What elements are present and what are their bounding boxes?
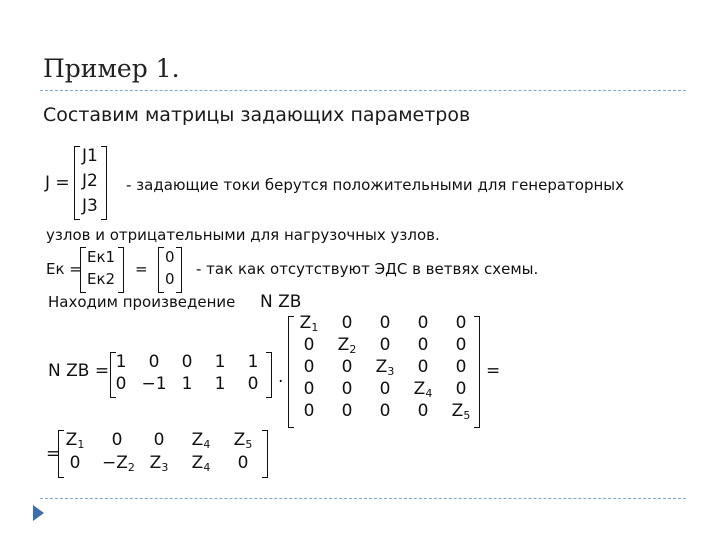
e-row-2: Eк2	[87, 270, 116, 288]
z-matrix-cell: 0	[417, 313, 429, 333]
z-matrix-cell: 0	[341, 379, 353, 399]
nz-lhs: N ZB =	[48, 361, 110, 381]
j-description-cont: узлов и отрицательными для нагрузочных узлов.	[46, 226, 440, 244]
z-matrix-cell: $Z_3$	[375, 357, 395, 378]
zero-bracket-left	[158, 247, 164, 293]
e-equals: =	[135, 260, 148, 278]
n-matrix-cell: 0	[148, 352, 160, 372]
n-matrix-cell: 1	[214, 374, 226, 394]
z-matrix-cell: $Z_5$	[451, 401, 471, 422]
e-bracket-right	[118, 247, 124, 293]
z-matrix-cell: 0	[417, 335, 429, 355]
result-matrix-cell: 0	[111, 430, 123, 450]
j-row-3: J3	[82, 196, 98, 216]
z-matrix-cell: $Z_2$	[337, 335, 357, 356]
z-matrix-cell: 0	[341, 313, 353, 333]
n-matrix-cell: 1	[214, 352, 226, 372]
product-text: Находим произведение	[48, 293, 236, 311]
j-description: - задающие токи берутся положительными для генераторных	[126, 176, 625, 194]
result-matrix-cell: 0	[69, 453, 81, 473]
z-matrix-cell: 0	[455, 335, 467, 355]
z-matrix-cell: 0	[417, 401, 429, 421]
e-row-1: Eк1	[87, 248, 116, 266]
dot-operator: .	[278, 367, 284, 387]
n-matrix-cell: 1	[115, 352, 127, 372]
e-bracket-left	[80, 247, 86, 293]
n-matrix-cell: 0	[247, 374, 259, 394]
result-matrix-cell: $Z_5$	[233, 430, 253, 451]
result-matrix-cell: $Z_3$	[149, 453, 169, 474]
nz-equals: =	[486, 361, 501, 381]
zero-bracket-right	[176, 247, 182, 293]
z-matrix-cell: 0	[417, 357, 429, 377]
slide-title: Пример 1.	[43, 54, 180, 83]
result-matrix-cell: $Z_1$	[65, 430, 85, 451]
result-equals: =	[46, 444, 61, 464]
product-label: N ZB	[260, 292, 302, 312]
e-description: - так как отсутствуют ЭДС в ветвях схемы.	[196, 260, 539, 278]
z-matrix-cell: 0	[303, 335, 315, 355]
z-matrix-cell: 0	[455, 313, 467, 333]
zero-2: 0	[165, 270, 175, 288]
z-matrix-cell: 0	[379, 379, 391, 399]
n-matrix-cell: 1	[247, 352, 259, 372]
j-row-1: J1	[82, 146, 98, 166]
footer-divider	[40, 498, 686, 499]
z-matrix-cell: $Z_1$	[299, 313, 319, 334]
j-lhs: J =	[45, 173, 70, 193]
e-lhs: Eк =	[46, 260, 82, 278]
j-bracket-right	[101, 146, 107, 220]
result-bracket-right	[262, 430, 268, 478]
z-matrix-cell: 0	[455, 357, 467, 377]
n-matrix-cell: −1	[141, 374, 167, 394]
z-matrix-cell: 0	[303, 401, 315, 421]
z-matrix-cell: 0	[379, 313, 391, 333]
z-matrix-cell: 0	[379, 401, 391, 421]
z-matrix-cell: 0	[303, 357, 315, 377]
slide-subtitle: Составим матрицы задающих параметров	[43, 104, 471, 126]
result-matrix-cell: 0	[237, 453, 249, 473]
n-matrix-cell: 0	[181, 352, 193, 372]
result-matrix-cell: $Z_4$	[191, 430, 211, 451]
z-matrix-cell: 0	[303, 379, 315, 399]
z-matrix-cell: 0	[455, 379, 467, 399]
j-row-2: J2	[82, 171, 98, 191]
n-matrix-cell: 0	[115, 374, 127, 394]
play-arrow-icon	[33, 505, 44, 521]
z-matrix-cell: 0	[341, 357, 353, 377]
title-divider	[40, 90, 686, 91]
result-matrix-cell: 0	[153, 430, 165, 450]
n-matrix-cell: 1	[181, 374, 193, 394]
result-matrix-cell: $Z_4$	[191, 453, 211, 474]
z-matrix-cell: $Z_4$	[413, 379, 433, 400]
z-matrix-cell: 0	[379, 335, 391, 355]
j-bracket-left	[74, 146, 80, 220]
result-matrix-cell: $-Z_2$	[102, 453, 135, 474]
zero-1: 0	[165, 248, 175, 266]
z-matrix-cell: 0	[341, 401, 353, 421]
